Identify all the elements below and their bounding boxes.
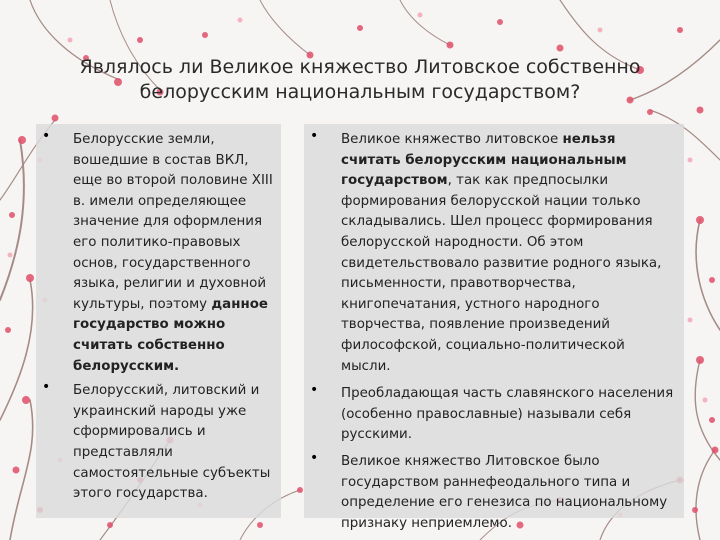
bullet-text-regular: , так как предпосылки формирования белорусской нации только складывались. Шел процесс формирования белорусской народности. Об этом свидетельствовало развитие родного языка, письменности, правотворчества, книгопечатания, устного народного творчества, появление произведений философской, социально-политической мысли. (341, 173, 662, 374)
bullet-text (73, 132, 273, 374)
bullet-icon: • (310, 128, 319, 144)
right-bullet-list (304, 124, 684, 532)
bullet-icon: • (42, 379, 51, 396)
bullet-text-bold: данное государство можно считать собственно белорусским. (73, 296, 268, 374)
bullet-text: Белорусский, литовский и украинский народы уже сформировались и представляли самостоятельные субъекты этого государства. (73, 383, 271, 502)
bullet-text-bold: нельзя считать белорусским национальным государством (341, 132, 627, 189)
bullet-icon: • (310, 449, 319, 466)
list-item (306, 450, 678, 532)
bullet-icon: • (310, 382, 319, 399)
bullet-icon: • (42, 128, 51, 144)
bullet-text-regular: Белорусские земли, вошедшие в состав ВКЛ, еще во второй половине XIII в. имели определяющее значение для оформления его политико-правовых основ, государственного языка, религии и духовной культуры, поэтому (73, 132, 273, 312)
bullet-text: Преобладающая часть славянского населения (особенно православные) называли себя русскими. (341, 386, 674, 443)
slide-title (40, 55, 680, 105)
slide-title-line-1: Являлось ли Великое княжество Литовское собственно (79, 56, 641, 78)
bullet-text: Великое княжество Литовское было государством раннефеодального типа и определение его генезиса по национальному признаку неприемлемо. (341, 453, 668, 531)
bullet-text-regular: Великое княжество литовское (341, 132, 563, 147)
slide-title-line-2: белорусским национальным государством? (139, 81, 581, 103)
right-argument-panel (304, 124, 684, 531)
list-item (306, 382, 678, 444)
list-item (306, 128, 678, 375)
bullet-text (341, 132, 661, 374)
list-item (38, 128, 279, 375)
left-bullet-list (36, 124, 281, 503)
list-item (38, 379, 279, 503)
left-argument-panel (36, 124, 281, 518)
